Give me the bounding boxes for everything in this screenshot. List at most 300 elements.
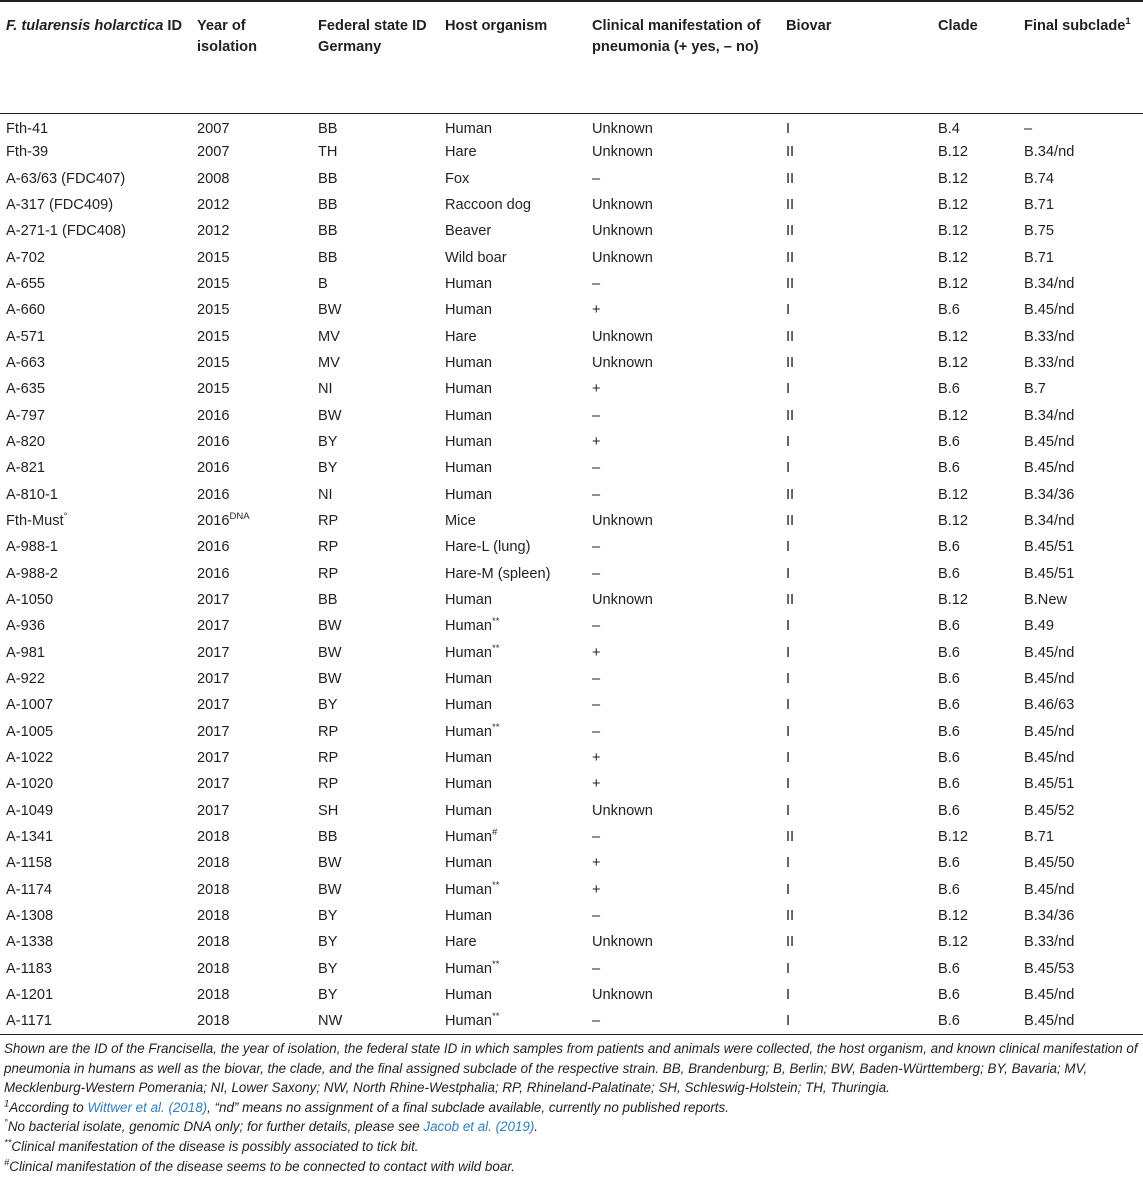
cell-state (312, 429, 439, 455)
cell-year-value: 2018 (197, 881, 230, 898)
cell-subclade-value: B.34/nd (1024, 144, 1075, 161)
cell-id-value: A-702 (6, 249, 45, 266)
cell-id-value: A-1158 (6, 855, 52, 872)
cell-id (0, 192, 191, 218)
cell-id-value: A-655 (6, 276, 45, 293)
cell-subclade (1018, 297, 1143, 323)
cell-clade (932, 376, 1018, 402)
table-body (0, 113, 1143, 1034)
table-row (0, 297, 1143, 323)
cell-biovar-value: I (786, 986, 791, 1003)
cell-id-value: Fth-41 (6, 121, 49, 138)
cell-id (0, 877, 191, 903)
cell-year (191, 692, 312, 718)
cell-year (191, 561, 312, 587)
cell-host-footnote-mark: ** (492, 616, 500, 628)
cell-clade-value: B.6 (938, 802, 960, 819)
cell-clade-value: B.12 (938, 486, 969, 503)
cell-state (312, 982, 439, 1008)
cell-host (439, 297, 586, 323)
cell-pneumonia (586, 745, 780, 771)
cell-year-value: 2017 (197, 592, 230, 609)
header-cell-subclade (1018, 1, 1143, 113)
footnote-1-mark: 1 (4, 1098, 10, 1110)
citation-link-wittwer[interactable]: Wittwer et al. (2018) (87, 1099, 208, 1115)
cell-state-value: BY (318, 986, 338, 1003)
cell-clade-value: B.12 (938, 829, 969, 846)
cell-state-value: BB (318, 592, 338, 609)
header-cell-pneumonia: Clinical manifestation of pneumonia (+ yes, – no) (586, 1, 780, 113)
cell-clade-value: B.6 (938, 618, 960, 635)
cell-pneumonia-value: – (592, 697, 601, 714)
cell-subclade (1018, 139, 1143, 165)
cell-id (0, 508, 191, 534)
cell-subclade-value: B.45/nd (1024, 881, 1075, 898)
cell-biovar-value: I (786, 697, 791, 714)
cell-host-value: Human (445, 723, 493, 740)
cell-clade-value: B.12 (938, 328, 969, 345)
cell-clade (932, 929, 1018, 955)
cell-id (0, 745, 191, 771)
cell-state (312, 482, 439, 508)
cell-state-value: MV (318, 355, 340, 372)
cell-biovar-value: II (786, 908, 795, 924)
cell-subclade (1018, 587, 1143, 613)
cell-year (191, 798, 312, 824)
cell-subclade-value: B.45/51 (1024, 776, 1075, 793)
cell-year (191, 113, 312, 139)
cell-subclade-value: B.New (1024, 592, 1067, 609)
cell-pneumonia (586, 877, 780, 903)
cell-year (191, 429, 312, 455)
cell-year-value: 2016 (197, 565, 230, 582)
cell-host-value: Human (445, 855, 493, 872)
cell-subclade-value: B.45/52 (1024, 802, 1075, 819)
cell-year (191, 903, 312, 929)
cell-year-value: 2016 (197, 434, 230, 451)
cell-host (439, 1008, 586, 1034)
cell-pneumonia-value: + (592, 302, 601, 319)
cell-clade-value: B.6 (938, 434, 960, 451)
cell-pneumonia (586, 324, 780, 350)
cell-biovar (780, 771, 932, 797)
cell-year (191, 666, 312, 692)
cell-id (0, 1008, 191, 1034)
cell-host-value: Human (445, 486, 493, 503)
cell-id (0, 113, 191, 139)
cell-pneumonia (586, 640, 780, 666)
header-cell-biovar: Biovar (780, 1, 932, 113)
cell-year-value: 2017 (197, 671, 230, 688)
cell-subclade-value: B.45/nd (1024, 302, 1075, 319)
cell-host (439, 956, 586, 982)
cell-host-footnote-mark: # (492, 827, 498, 839)
cell-host (439, 640, 586, 666)
cell-year-value: 2018 (197, 855, 230, 872)
cell-year-footnote-mark: DNA (229, 511, 250, 523)
cell-id (0, 640, 191, 666)
cell-id (0, 403, 191, 429)
cell-state (312, 350, 439, 376)
cell-year-value: 2018 (197, 1013, 230, 1030)
cell-clade (932, 297, 1018, 323)
cell-id-value: A-820 (6, 434, 45, 451)
table-row (0, 508, 1143, 534)
cell-year (191, 297, 312, 323)
cell-state (312, 1008, 439, 1034)
cell-state (312, 561, 439, 587)
cell-pneumonia-value: Unknown (592, 934, 653, 951)
cell-state (312, 824, 439, 850)
footnote-3-text: Clinical manifestation of the disease is possibly associated to tick bit. (11, 1138, 419, 1154)
cell-clade-value: B.6 (938, 1013, 960, 1030)
cell-state-value: BY (318, 434, 338, 451)
cell-id (0, 350, 191, 376)
cell-year (191, 745, 312, 771)
cell-subclade (1018, 561, 1143, 587)
cell-subclade-value: B.33/nd (1024, 328, 1075, 345)
cell-clade (932, 1008, 1018, 1034)
cell-state (312, 587, 439, 613)
footnote-2-text-post: . (534, 1119, 539, 1135)
cell-host (439, 771, 586, 797)
cell-pneumonia (586, 613, 780, 639)
cell-id (0, 771, 191, 797)
cell-clade (932, 113, 1018, 139)
cell-subclade (1018, 824, 1143, 850)
cell-id (0, 798, 191, 824)
cell-clade (932, 245, 1018, 271)
cell-subclade (1018, 719, 1143, 745)
cell-host (439, 850, 586, 876)
cell-host (439, 139, 586, 165)
cell-year (191, 350, 312, 376)
table-row (0, 877, 1143, 903)
cell-year-value: 2017 (197, 723, 230, 740)
table-row (0, 613, 1143, 639)
cell-subclade-value: B.45/nd (1024, 671, 1075, 688)
cell-host-value: Human (445, 750, 493, 767)
cell-year (191, 640, 312, 666)
cell-year-value: 2017 (197, 776, 230, 793)
cell-pneumonia (586, 376, 780, 402)
cell-biovar-value: I (786, 671, 791, 688)
cell-state (312, 218, 439, 244)
cell-biovar-value: II (786, 328, 795, 345)
cell-host-value: Human (445, 618, 493, 635)
cell-clade (932, 324, 1018, 350)
cell-biovar (780, 376, 932, 402)
cell-year (191, 771, 312, 797)
cell-biovar-value: I (786, 723, 791, 740)
table-row (0, 534, 1143, 560)
cell-host-value: Human (445, 802, 493, 819)
cell-pneumonia (586, 508, 780, 534)
cell-biovar (780, 640, 932, 666)
cell-year (191, 877, 312, 903)
cell-id-value: A-317 (FDC409) (6, 197, 114, 214)
cell-biovar (780, 982, 932, 1008)
cell-id (0, 297, 191, 323)
cell-id-value: A-1049 (6, 802, 54, 819)
cell-year (191, 587, 312, 613)
cell-id (0, 139, 191, 165)
cell-pneumonia-value: + (592, 776, 601, 793)
cell-state-value: NW (318, 1013, 343, 1030)
cell-host (439, 745, 586, 771)
cell-state (312, 271, 439, 297)
cell-biovar (780, 324, 932, 350)
cell-pneumonia-value: – (592, 539, 601, 556)
header-cell-clade: Clade (932, 1, 1018, 113)
cell-biovar-value: I (786, 302, 791, 319)
cell-pneumonia-value: Unknown (592, 802, 653, 819)
table-row (0, 350, 1143, 376)
cell-biovar-value: II (786, 276, 795, 293)
cell-pneumonia (586, 245, 780, 271)
cell-pneumonia-value: – (592, 460, 601, 477)
cell-pneumonia (586, 455, 780, 481)
cell-pneumonia-value: + (592, 381, 601, 398)
cell-id-value: A-1308 (6, 908, 54, 924)
cell-biovar-value: I (786, 434, 791, 451)
header-cell-state: Federal state ID Germany (312, 1, 439, 113)
cell-pneumonia (586, 166, 780, 192)
cell-clade-value: B.6 (938, 565, 960, 582)
cell-host (439, 113, 586, 139)
cell-pneumonia (586, 850, 780, 876)
cell-state (312, 534, 439, 560)
cell-year-value: 2017 (197, 618, 230, 635)
cell-year (191, 324, 312, 350)
cell-subclade (1018, 877, 1143, 903)
cell-year-value: 2012 (197, 197, 230, 214)
cell-subclade (1018, 455, 1143, 481)
cell-clade-value: B.12 (938, 592, 969, 609)
cell-clade-value: B.12 (938, 908, 969, 924)
cell-clade-value: B.12 (938, 223, 969, 240)
cell-year-value: 2016 (197, 407, 230, 424)
cell-host-value: Human (445, 908, 493, 924)
cell-subclade-value: B.49 (1024, 618, 1055, 635)
cell-state (312, 640, 439, 666)
table-row (0, 455, 1143, 481)
table-description: Shown are the ID of the Francisella, the year of isolation, the federal state ID in which samples from patients and animals were collected, the host organism, and known clinical manifestation of pneumonia in humans as well as the biovar, the clade, and the final assigned subclade of the respective strain. BB, Brandenburg; B, Berlin; BW, Baden-Württemberg; BY, Bavaria; MV, Mecklenburg-Western Pomerania; NI, Lower Saxony; NW, North Rhine-Westphalia; RP, Rhineland-Palatinate; SH, Schleswig-Holstein; TH, Thuringia. (4, 1041, 1138, 1096)
cell-biovar (780, 561, 932, 587)
cell-subclade (1018, 113, 1143, 139)
cell-clade-value: B.12 (938, 170, 969, 187)
cell-clade (932, 218, 1018, 244)
cell-state-value: BY (318, 697, 338, 714)
table-row (0, 245, 1143, 271)
cell-state (312, 139, 439, 165)
cell-id-value: A-660 (6, 302, 45, 319)
cell-biovar-value: I (786, 881, 791, 898)
cell-host (439, 824, 586, 850)
cell-pneumonia-value: + (592, 750, 601, 767)
cell-subclade-value: B.34/nd (1024, 407, 1075, 424)
table-row (0, 1008, 1143, 1034)
cell-host-value: Human (445, 960, 493, 977)
cell-state-value: BW (318, 671, 342, 688)
cell-host-value: Human (445, 434, 493, 451)
cell-biovar (780, 508, 932, 534)
cell-biovar-value: II (786, 934, 795, 951)
table-row (0, 324, 1143, 350)
table-row (0, 903, 1143, 929)
cell-clade (932, 771, 1018, 797)
cell-clade-value: B.6 (938, 881, 960, 898)
cell-biovar-value: I (786, 750, 791, 767)
cell-host (439, 324, 586, 350)
cell-clade (932, 745, 1018, 771)
cell-subclade-value: B.75 (1024, 223, 1055, 240)
cell-id (0, 376, 191, 402)
cell-biovar (780, 1008, 932, 1034)
cell-pneumonia-value: Unknown (592, 121, 653, 138)
cell-state-value: RP (318, 776, 339, 793)
cell-clade-value: B.12 (938, 249, 969, 266)
cell-host-footnote-mark: ** (492, 1011, 500, 1023)
cell-host-value: Human (445, 592, 493, 609)
table-row (0, 745, 1143, 771)
cell-subclade-value: B.45/51 (1024, 565, 1075, 582)
cell-biovar-value: II (786, 144, 795, 161)
cell-state-value: NI (318, 381, 333, 398)
cell-host (439, 903, 586, 929)
cell-clade-value: B.6 (938, 460, 960, 477)
cell-subclade-value: B.45/nd (1024, 750, 1075, 767)
cell-id-value: A-821 (6, 460, 45, 477)
cell-biovar (780, 166, 932, 192)
cell-pneumonia (586, 1008, 780, 1034)
cell-pneumonia (586, 666, 780, 692)
table-row (0, 271, 1143, 297)
cell-subclade-value: B.45/50 (1024, 855, 1075, 872)
cell-subclade (1018, 218, 1143, 244)
cell-subclade (1018, 271, 1143, 297)
cell-clade (932, 850, 1018, 876)
cell-host-value: Human (445, 381, 493, 398)
footnote-4-mark: # (4, 1157, 10, 1169)
cell-host-value: Hare (445, 934, 477, 951)
cell-pneumonia (586, 771, 780, 797)
cell-clade-value: B.6 (938, 723, 960, 740)
cell-subclade (1018, 982, 1143, 1008)
cell-subclade (1018, 640, 1143, 666)
cell-host-value: Fox (445, 170, 470, 187)
cell-pneumonia (586, 929, 780, 955)
cell-state (312, 245, 439, 271)
cell-host-value: Hare (445, 144, 477, 161)
cell-clade (932, 613, 1018, 639)
citation-link-jacob[interactable]: Jacob et al. (2019) (423, 1119, 535, 1135)
cell-clade-value: B.12 (938, 513, 969, 530)
cell-biovar-value: II (786, 407, 795, 424)
cell-pneumonia (586, 482, 780, 508)
cell-state-value: RP (318, 723, 339, 740)
cell-host-value: Hare-M (spleen) (445, 565, 551, 582)
cell-biovar (780, 929, 932, 955)
cell-host (439, 613, 586, 639)
cell-subclade (1018, 692, 1143, 718)
cell-host (439, 218, 586, 244)
cell-clade (932, 903, 1018, 929)
cell-host-value: Mice (445, 513, 476, 530)
cell-year (191, 613, 312, 639)
cell-host (439, 534, 586, 560)
cell-id (0, 692, 191, 718)
cell-id-value: A-1007 (6, 697, 54, 714)
cell-state (312, 929, 439, 955)
cell-biovar (780, 350, 932, 376)
cell-clade-value: B.6 (938, 855, 960, 872)
cell-id-value: A-1341 (6, 829, 54, 846)
cell-clade-value: B.6 (938, 644, 960, 661)
cell-clade-value: B.6 (938, 776, 960, 793)
cell-clade (932, 166, 1018, 192)
cell-state-value: BW (318, 855, 342, 872)
cell-state (312, 376, 439, 402)
cell-biovar (780, 877, 932, 903)
cell-year (191, 719, 312, 745)
footnote-4-text: Clinical manifestation of the disease seems to be connected to contact with wild boar. (9, 1158, 515, 1174)
cell-biovar (780, 192, 932, 218)
cell-host (439, 719, 586, 745)
cell-subclade (1018, 350, 1143, 376)
cell-state-value: BB (318, 197, 338, 214)
cell-biovar-value: II (786, 223, 795, 240)
cell-biovar-value: I (786, 121, 791, 138)
cell-host (439, 587, 586, 613)
cell-subclade (1018, 613, 1143, 639)
cell-pneumonia-value: – (592, 170, 601, 187)
cell-pneumonia-value: + (592, 881, 601, 898)
cell-pneumonia (586, 587, 780, 613)
cell-pneumonia-value: – (592, 960, 601, 977)
cell-pneumonia-value: – (592, 486, 601, 503)
cell-subclade (1018, 798, 1143, 824)
table-row (0, 403, 1143, 429)
cell-subclade (1018, 534, 1143, 560)
cell-biovar (780, 218, 932, 244)
cell-clade-value: B.6 (938, 697, 960, 714)
cell-state-value: SH (318, 802, 339, 819)
cell-pneumonia-value: Unknown (592, 197, 653, 214)
cell-year (191, 218, 312, 244)
cell-subclade-value: B.34/nd (1024, 276, 1075, 293)
cell-pneumonia (586, 271, 780, 297)
cell-subclade (1018, 1008, 1143, 1034)
cell-state (312, 850, 439, 876)
cell-state (312, 192, 439, 218)
cell-state-value: MV (318, 328, 340, 345)
cell-subclade (1018, 166, 1143, 192)
cell-state (312, 297, 439, 323)
cell-pneumonia (586, 403, 780, 429)
cell-host-value: Hare (445, 328, 477, 345)
cell-year-value: 2018 (197, 908, 230, 924)
cell-clade-value: B.6 (938, 381, 960, 398)
cell-id-value: A-1174 (6, 881, 52, 898)
header-cell-id (0, 1, 191, 113)
cell-state (312, 798, 439, 824)
cell-year-value: 2016 (197, 460, 230, 477)
cell-subclade (1018, 850, 1143, 876)
header-subclade-text: Final subclade (1024, 18, 1126, 34)
cell-clade-value: B.6 (938, 671, 960, 688)
cell-clade (932, 956, 1018, 982)
